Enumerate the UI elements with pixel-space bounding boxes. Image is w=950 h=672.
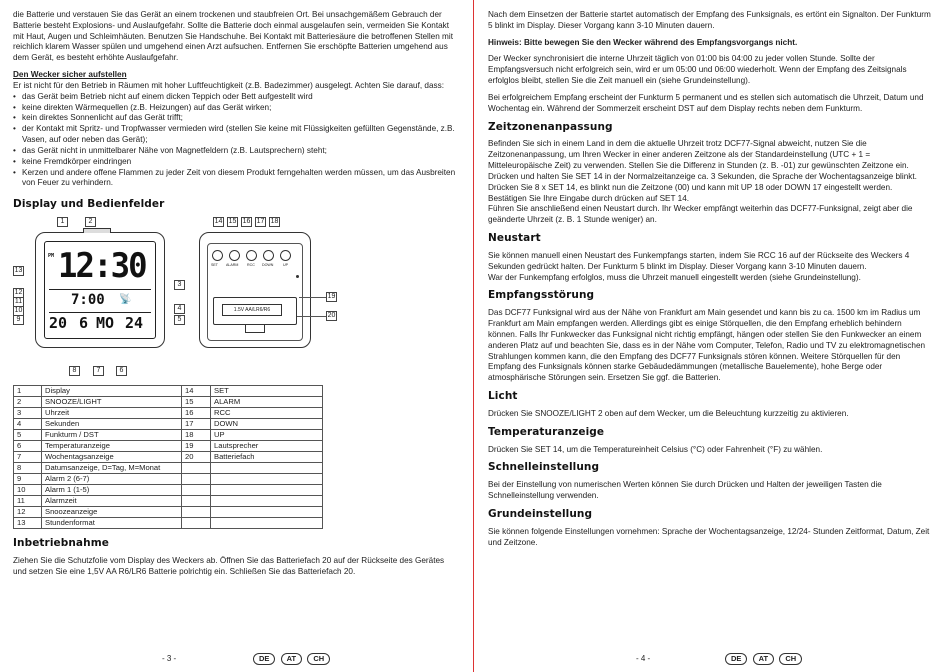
table-row <box>14 441 323 452</box>
part-number-cell <box>182 518 211 529</box>
callout-11: 11 <box>14 298 23 306</box>
neustart-paragraph-2: War der Funkempfang erfolglos, muss die Uhrzeit manuell eingestellt werden (siehe Grundeinstellung). <box>488 272 861 282</box>
zeitzone-paragraph-2: Führen Sie anschließend einen Neustart durch. Ihr Wecker empfängt weiterhin das DCF77-Funksignal, zeigt aber die geänderte Uhrzeit (z. B. 1 Stunde weniger) an. <box>488 204 913 225</box>
divider-line <box>49 312 151 313</box>
battery-compartment <box>213 297 297 325</box>
parts-table <box>13 385 323 529</box>
callout-7: 7 <box>93 366 104 376</box>
temperature-readout: 20 <box>49 314 68 333</box>
part-number-cell: 5 <box>14 430 42 441</box>
part-label-cell <box>211 518 323 529</box>
callout-3: 3 <box>174 280 185 290</box>
part-label-cell: Funkturm / DST <box>42 430 182 441</box>
part-label-cell: Alarmzeit <box>42 496 182 507</box>
part-number-cell: 10 <box>14 485 42 496</box>
country-badge-de: DE <box>725 653 747 665</box>
part-number-cell: 11 <box>14 496 42 507</box>
country-badge-ch: CH <box>307 653 330 665</box>
part-label-cell: SNOOZE/LIGHT <box>42 397 182 408</box>
page-number-left: - 3 - <box>162 654 177 664</box>
page-right <box>476 0 950 672</box>
licht-paragraph: Drücken Sie SNOOZE/LIGHT 2 oben auf dem Wecker, um die Beleuchtung kurzzeitig zu aktivieren. <box>488 408 849 418</box>
leader-line-19 <box>299 297 326 298</box>
hint-paragraph: Hinweis: Bitte bewegen Sie den Wecker während des Empfangsvorgangs nicht. <box>488 37 798 47</box>
zeitzone-heading: Zeitzonenanpassung <box>488 120 613 133</box>
part-number-cell: 17 <box>182 419 211 430</box>
callout-1: 1 <box>57 217 68 227</box>
battery-latch <box>245 325 265 333</box>
part-number-cell: 18 <box>182 430 211 441</box>
country-badge-at: AT <box>753 653 774 665</box>
snooze-button-shape <box>83 228 111 233</box>
part-number-cell: 12 <box>14 507 42 518</box>
stoerung-heading: Empfangsstörung <box>488 289 595 302</box>
callout-19: 19 <box>327 293 336 301</box>
part-number-cell: 4 <box>14 419 42 430</box>
callout-12: 12 <box>14 289 23 297</box>
rcc-button[interactable] <box>246 250 257 261</box>
battery-label-box <box>222 304 282 316</box>
grund-heading: Grundeinstellung <box>488 508 593 520</box>
part-number-cell: 6 <box>14 441 42 452</box>
battery-label: 1.5V AA/LR6/R6 <box>233 307 271 314</box>
list-item: • keine Fremdkörper eindringen <box>13 157 459 168</box>
page-left <box>0 0 474 672</box>
back-view-figure <box>185 217 335 377</box>
callout-6: 6 <box>116 366 127 376</box>
set-button[interactable] <box>212 250 223 261</box>
part-number-cell: 9 <box>14 474 42 485</box>
part-label-cell: Datumsanzeige, D=Tag, M=Monat <box>42 463 182 474</box>
callout-8: 8 <box>69 366 80 376</box>
table-row <box>14 408 323 419</box>
table-row <box>14 419 323 430</box>
table-row <box>14 485 323 496</box>
setup-bullet-list <box>13 92 459 189</box>
down-button[interactable] <box>263 250 274 261</box>
part-label-cell: Alarm 2 (6-7) <box>42 474 182 485</box>
list-item: • der Kontakt mit Spritz- und Tropfwasser vermieden wird (stellen Sie keine mit Flüssigkeiten gefüllten Gegenstände, z.B. Vasen, auf oder neben das Gerät); <box>13 124 459 146</box>
part-label-cell: Wochentagsanzeige <box>42 452 182 463</box>
temperatur-paragraph: Drücken Sie SET 14, um die Temperatureinheit Celsius (°C) oder Fahrenheit (°F) zu wählen. <box>488 444 823 454</box>
back-buttons-row <box>211 250 301 276</box>
part-label-cell: UP <box>211 430 323 441</box>
country-badges-right <box>722 653 802 665</box>
alarm-button[interactable] <box>229 250 240 261</box>
schnell-heading: Schnelleinstellung <box>488 461 600 474</box>
table-row <box>14 452 323 463</box>
part-label-cell: Temperaturanzeige <box>42 441 182 452</box>
down-label: DOWN <box>262 263 274 268</box>
part-number-cell: 19 <box>182 441 211 452</box>
grund-paragraph: Sie können folgende Einstellungen vornehmen: Sprache der Wochentagsanzeige, 12/24- Stunden Zeitformat, Datum, Zeit und Zeitzone. <box>488 526 930 547</box>
country-badge-ch: CH <box>779 653 802 665</box>
callout-13: 13 <box>14 267 23 275</box>
divider-line <box>49 289 151 290</box>
battery-safety-paragraph: die Batterie und verstauen Sie das Gerät an einem trockenen und staubfreien Ort. Bei unsachgemäßem Gebrauch der Batterie besteht Explosions- und Auslaufgefahr. Sollte die Batterie doch einmal ausgelaufen sein, vermeiden Sie Kontakt mit Haut, Augen und Schleimhäuten. Benutzen Sie Handschuhe. Bei Kontakt mit Batteriesäure die betroffenen Stellen mit reichlich klarem Wasser spülen und umgehend einen Arzt aufsuchen. Entfernen Sie erschöpfte Batterien umgehend aus dem Gerät, es besteht erhöhte Auslaufgefahr. <box>13 10 453 63</box>
list-item: • das Gerät nicht in unmittelbarer Nähe von Magnetfeldern (z.B. Lautsprechern) steht; <box>13 146 459 157</box>
table-row <box>14 430 323 441</box>
part-label-cell <box>211 496 323 507</box>
part-label-cell: Sekunden <box>42 419 182 430</box>
part-label-cell <box>211 474 323 485</box>
radio-tower-icon: 📡 <box>119 294 132 306</box>
country-badges-left <box>250 653 330 665</box>
display-heading: Display und Bedienfelder <box>13 198 165 211</box>
callout-9: 9 <box>13 315 24 325</box>
up-label: UP <box>283 263 288 268</box>
table-row <box>14 397 323 408</box>
list-item: • keine direkten Wärmequellen (z.B. Heizungen) auf das Gerät wirken; <box>13 103 459 114</box>
part-label-cell: Lautsprecher <box>211 441 323 452</box>
callout-15: 15 <box>228 218 237 226</box>
part-label-cell: DOWN <box>211 419 323 430</box>
table-row <box>14 463 323 474</box>
neustart-paragraph: Sie können manuell einen Neustart des Funkempfangs starten, indem Sie RCC 16 auf der Rückseite des Weckers 4 Sekunden gedrückt halten. Der Funkturm 5 blinkt im Display. Dieser Vorgang kann 3-10 Minuten dauern. <box>488 250 910 271</box>
callout-10: 10 <box>14 307 23 315</box>
front-lcd-display <box>44 241 156 339</box>
callout-5: 5 <box>174 315 185 325</box>
part-number-cell: 7 <box>14 452 42 463</box>
callout-18: 18 <box>270 218 279 226</box>
part-number-cell <box>182 496 211 507</box>
table-row <box>14 496 323 507</box>
part-label-cell: Snoozeanzeige <box>42 507 182 518</box>
country-badge-de: DE <box>253 653 275 665</box>
callout-14: 14 <box>214 218 223 226</box>
success-paragraph: Bei erfolgreichem Empfang erscheint der Funkturm 5 permanent und es stellen sich automatisch die Uhrzeit, Datum und Wochentag ein. Während der Sommerzeit erscheint DST auf dem Display rechts neben dem Funkturm. <box>488 92 924 113</box>
table-row <box>14 507 323 518</box>
part-number-cell: 14 <box>182 386 211 397</box>
callout-4: 4 <box>174 304 185 314</box>
sync-paragraph: Der Wecker synchronisiert die interne Uhrzeit täglich von 01:00 bis 04:00 zu jeder vollen Stunde. Sollte der Empfangsversuch nicht erfolgreich sein, wird er um 05:00 und 06:00 wiederholt. Wenn der Empfang des Zeitsignals erfolglos bleibt, stellen Sie die Zeit manuell ein (siehe Grundeinstellung). <box>488 54 907 86</box>
schnell-paragraph: Bei der Einstellung von numerischen Werten können Sie durch Drücken und Halten der jeweiligen Tasten die Schnelleinstellung verwenden. <box>488 480 882 501</box>
reception-paragraph: Nach dem Einsetzen der Batterie startet automatisch der Empfang des Funksignals, es ertönt ein Signalton. Der Funkturm 5 blinkt im Display. Dieser Vorgang kann 3-10 Minuten dauern. <box>488 10 931 30</box>
alarm-label: ALARM <box>226 263 239 268</box>
right-content <box>488 10 933 555</box>
part-label-cell: Display <box>42 386 182 397</box>
part-label-cell: Uhrzeit <box>42 408 182 419</box>
part-number-cell: 16 <box>182 408 211 419</box>
list-item: • das Gerät beim Betrieb nicht auf einem dicken Teppich oder Bett aufgestellt wird <box>13 92 459 103</box>
seconds-readout: 24 <box>125 314 144 333</box>
callout-2: 2 <box>85 217 96 227</box>
part-number-cell: 13 <box>14 518 42 529</box>
part-label-cell <box>211 485 323 496</box>
page-number-right: - 4 - <box>636 654 651 664</box>
date-readout: 6 <box>79 314 89 333</box>
table-row <box>14 518 323 529</box>
part-number-cell: 1 <box>14 386 42 397</box>
part-label-cell: Batteriefach <box>211 452 323 463</box>
part-label-cell: RCC <box>211 408 323 419</box>
part-number-cell <box>182 485 211 496</box>
weekday-readout: MO <box>96 314 115 333</box>
licht-heading: Licht <box>488 390 518 403</box>
part-number-cell <box>182 463 211 474</box>
table-row <box>14 474 323 485</box>
part-number-cell <box>182 507 211 518</box>
alarm-time-readout: 7:00 <box>71 292 105 309</box>
table-row <box>14 386 323 397</box>
part-number-cell: 15 <box>182 397 211 408</box>
setup-heading: Den Wecker sicher aufstellen <box>13 70 127 80</box>
zeitzone-paragraph: Befinden Sie sich in einem Land in dem die aktuelle Uhrzeit trotz DCF77-Signal abweicht, nutzen Sie die Zeitzonenanpassung, um Ihren Wecker in einer anderen Zeitzone als der Standardeinstellung (UTC + 1 = Mitteleuropäische Zeit) zu verwenden. Stellen Sie die Differenz in Stunden (z. B. -01) zur gewünschten Zeitzone ein. Drücken und halten Sie SET 14 in der Normalzeitanzeige ca. 3 Sekunden, die Sprache der Wochentagsanzeige blinkt. Drücken Sie 8 x SET 14, es blinkt nun die Zeitzone (00) und kann mit UP 18 oder DOWN 17 eingestellt werden. Bestätigen Sie Ihre Eingabe durch drücken auf SET 14. <box>488 139 917 203</box>
part-number-cell: 8 <box>14 463 42 474</box>
inbetriebnahme-paragraph: Ziehen Sie die Schutzfolie vom Display des Weckers ab. Öffnen Sie das Batteriefach 20 auf der Rückseite des Gerätes und setzen Sie eine 1,5V AA R6/LR6 Batterie polrichtig ein. Schließen Sie das Batteriefach 20. <box>13 555 445 576</box>
pm-indicator: PM <box>48 253 55 260</box>
callout-16: 16 <box>242 218 251 226</box>
main-time-readout: 12:30 <box>58 246 146 287</box>
front-view-figure <box>13 217 188 377</box>
temperatur-heading: Temperaturanzeige <box>488 425 605 438</box>
rcc-label: RCC <box>247 263 255 268</box>
left-content <box>13 10 459 584</box>
neustart-heading: Neustart <box>488 232 541 245</box>
part-number-cell: 2 <box>14 397 42 408</box>
leader-line-20 <box>297 316 326 317</box>
part-label-cell: Stundenformat <box>42 518 182 529</box>
callout-20: 20 <box>327 312 336 320</box>
part-label-cell: Alarm 1 (1-5) <box>42 485 182 496</box>
set-label: SET <box>211 263 218 268</box>
part-label-cell: SET <box>211 386 323 397</box>
part-label-cell <box>211 463 323 474</box>
stoerung-paragraph: Das DCF77 Funksignal wird aus der Nähe von Frankfurt am Main gesendet und kann bis zu ca. 1500 km im Radius um Frankfurt am Main empfangen werden. Allerdings gibt es einige Störquellen, die den Empfang erheblich behindern können. Falls Ihr Funkwecker das Funksignal nicht richtig empfängt, hängen oder stellen Sie den Funkwecker an einem anderen Platz auf und beachten Sie, dass es in der Nähe vom Computer, Telefon, Radio und TV zu elektromagnetischen Strahlungen kommen kann, die den Empfang des DCF77 Funksignals stören können. Weitere Störquellen für den Empfang des Funksignals können starke Gebäudedämmungen (metallische Bauelemente), hohe Berge oder atmosphärische Störungen sein. Ersetzen Sie ggf. die Batterien. <box>488 308 926 383</box>
inbetriebnahme-heading: Inbetriebnahme <box>13 537 109 550</box>
list-item: • Kerzen und andere offene Flammen zu jeder Zeit von diesem Produkt ferngehalten werden müssen, um das Ausbreiten von Feuer zu verhindern. <box>13 168 459 190</box>
setup-paragraph: Er ist nicht für den Betrieb in Räumen mit hoher Luftfeuchtigkeit (z.B. Badezimmer) ausgelegt. Achten Sie darauf, dass: <box>13 80 444 90</box>
device-figures <box>13 217 459 379</box>
country-badge-at: AT <box>281 653 302 665</box>
part-number-cell <box>182 474 211 485</box>
part-number-cell: 3 <box>14 408 42 419</box>
callout-17: 17 <box>256 218 265 226</box>
part-number-cell: 20 <box>182 452 211 463</box>
up-button[interactable] <box>280 250 291 261</box>
list-item: • kein direktes Sonnenlicht auf das Gerät trifft; <box>13 113 459 124</box>
part-label-cell: ALARM <box>211 397 323 408</box>
part-label-cell <box>211 507 323 518</box>
